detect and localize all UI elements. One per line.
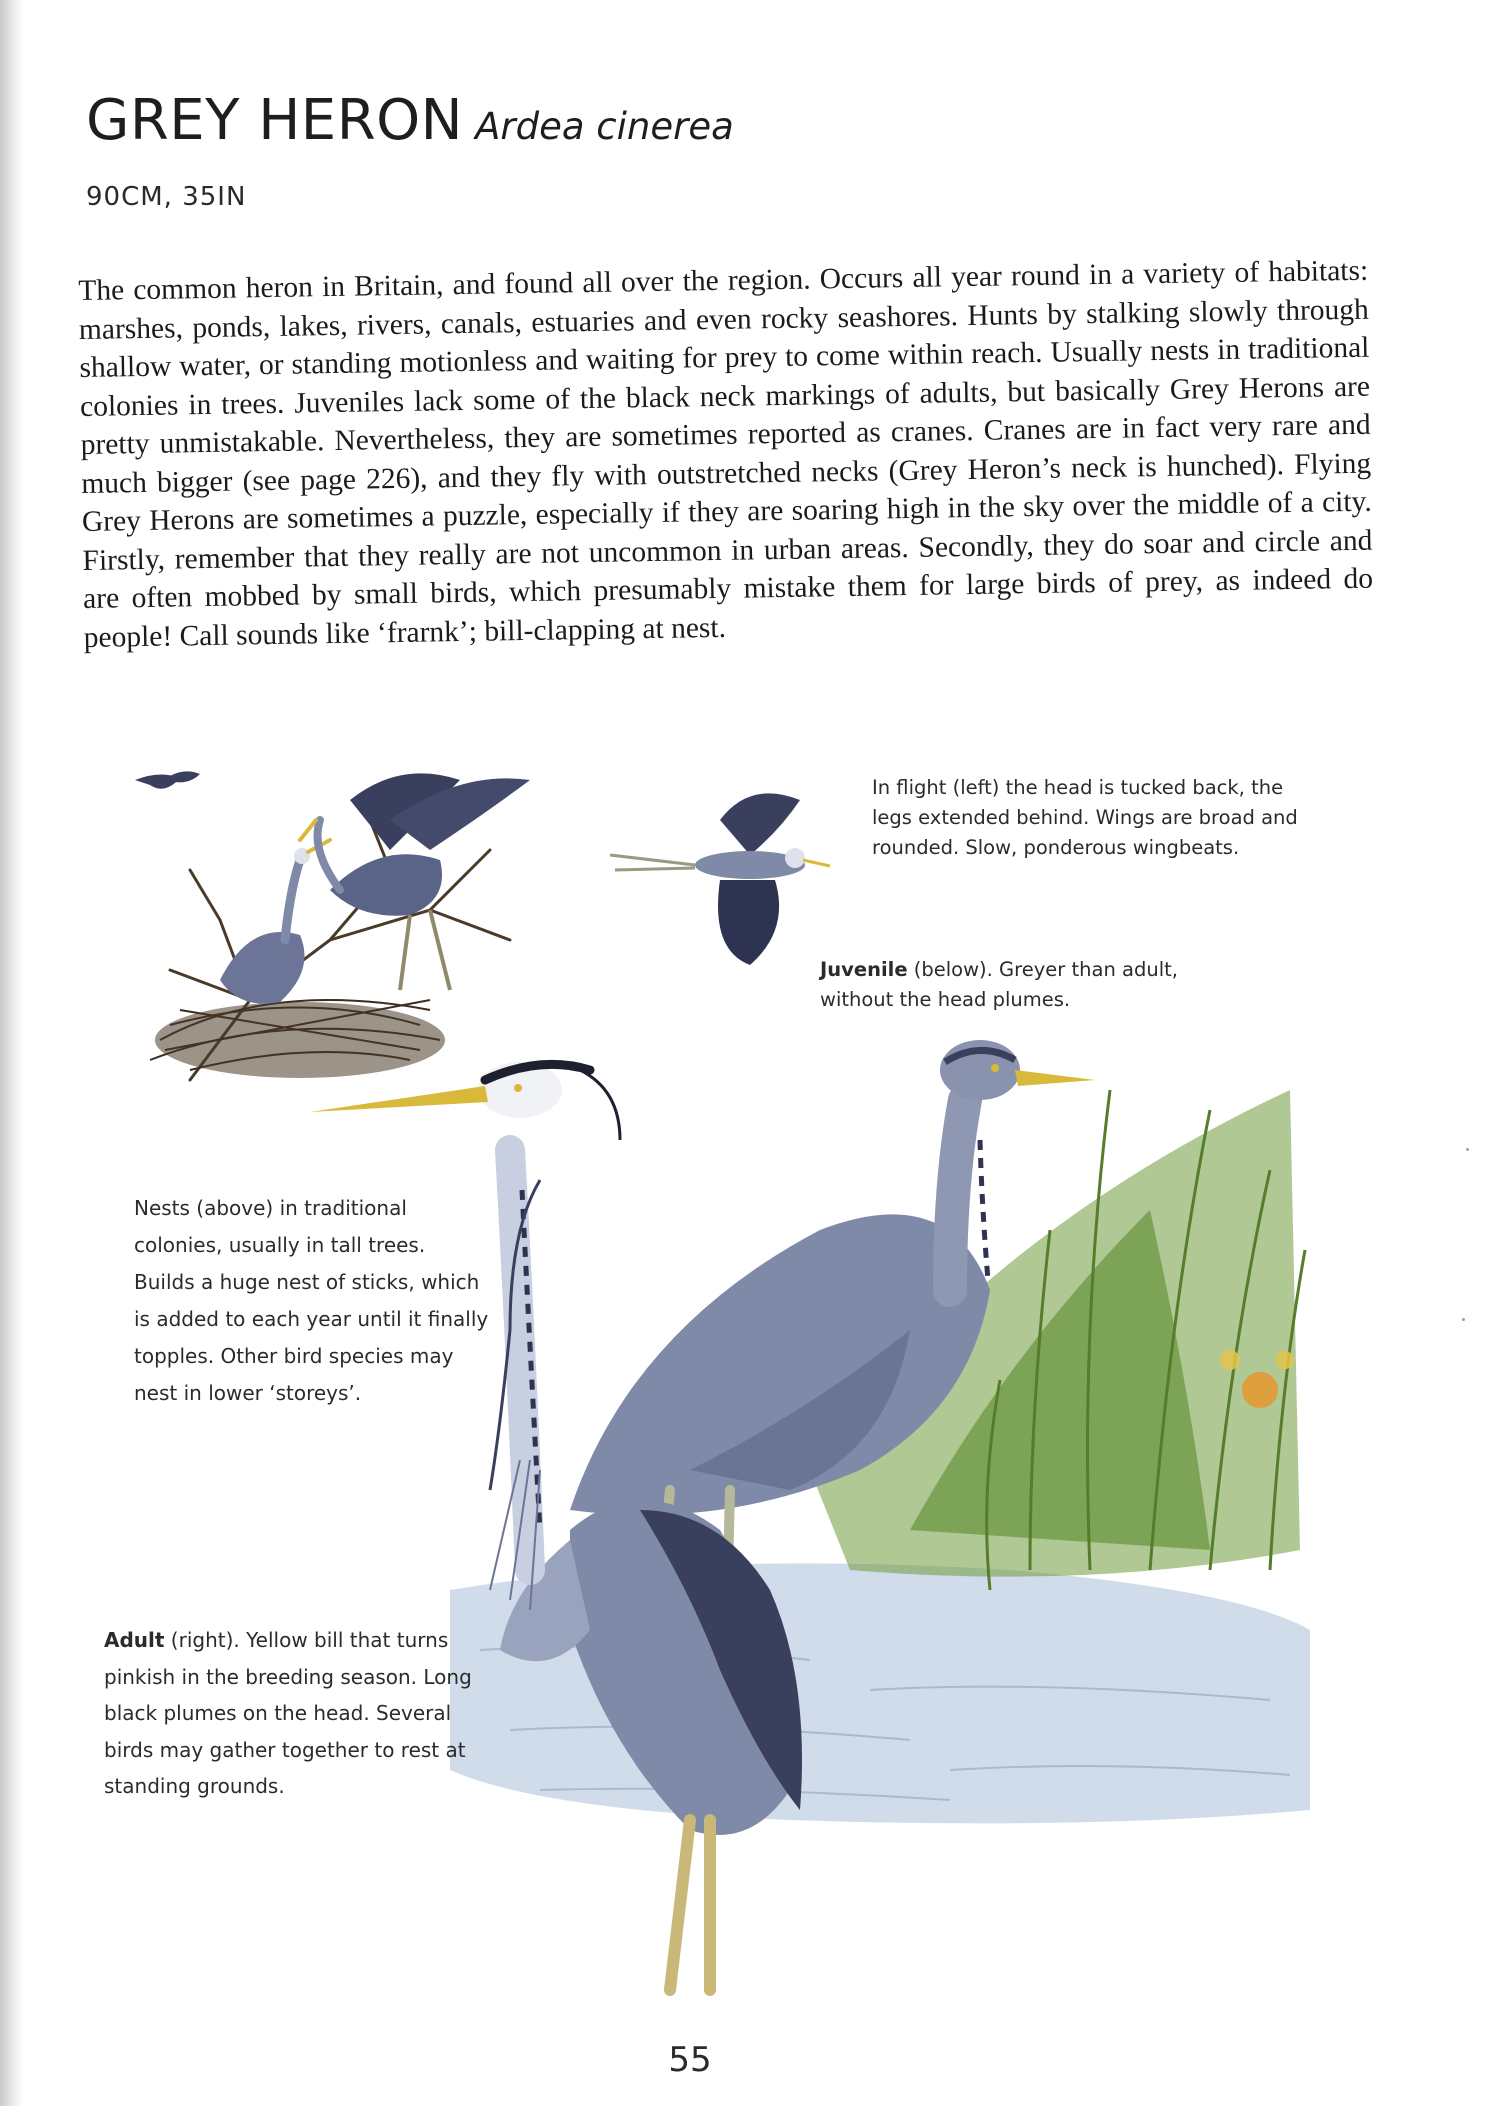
latin-name: Ardea cinerea xyxy=(475,105,734,148)
caption-flight: In flight (left) the head is tucked back, the legs extended behind. Wings are broad and rounded. Slow, ponderous wingbeats. xyxy=(872,776,1298,859)
caption-nests: Nests (above) in traditional colonies, usually in tall trees. Builds a huge nest of sticks, which is added to each year until it finally topples. Other bird species may nest in lower ‘storeys’. xyxy=(134,1196,489,1405)
flying-heron-illustration xyxy=(600,780,860,970)
upper-wing xyxy=(720,793,800,855)
common-name: GREY HERON xyxy=(86,88,464,153)
flying-heron-head xyxy=(785,848,805,868)
caption-juvenile-lead: Juvenile xyxy=(820,958,908,981)
flying-heron-legs xyxy=(610,855,695,870)
page-number: 55 xyxy=(668,2040,712,2080)
distant-flying-heron xyxy=(135,771,200,788)
size-measurement: 90CM, 35IN xyxy=(86,182,247,212)
flying-heron-bill xyxy=(803,860,830,866)
caption-juvenile-text: (below). Greyer than adult, without the head plumes. xyxy=(820,958,1178,1011)
adult-and-juvenile-heron-illustration xyxy=(390,1030,1310,2030)
page-gutter-shadow xyxy=(0,0,24,2106)
heron-sitting-on-nest xyxy=(220,840,330,1004)
speck xyxy=(1462,1318,1465,1321)
caption-juvenile xyxy=(820,955,1210,1015)
caption-adult-text: (right). Yellow bill that turns pinkish in the breeding season. Long black plumes on the head. Several birds may gather together to rest at standing grounds. xyxy=(104,1628,472,1798)
heron-landing-on-nest xyxy=(300,773,530,990)
species-description: The common heron in Britain, and found all over the region. Occurs all year round in a variety of habitats: marshes, ponds, lakes, rivers, canals, estuaries and even rocky seashores. Hunts by stalking slowly through shallow water, or standing motionless and waiting for prey to come within reach. Usually nests in traditional colonies in trees. Juveniles lack some of the black neck markings of adults, but basically Grey Herons are pretty unmistakable. Nevertheless, they are sometimes reported as cranes. Cranes are in fact very rare and much bigger (see page 226), and they fly with outstretched necks (Grey Heron’s neck is hunched). Flying Grey Herons are sometimes a puzzle, especially if they are soaring high in the sky over the middle of a city. Firstly, remember that they really are not uncommon in urban areas. Secondly, they do soar and circle and are often mobbed by small birds, which presumably mistake them for large birds of prey, as indeed do people! Call sounds like ‘frarnk’; bill-clapping at nest. xyxy=(78,254,1374,654)
caption-adult xyxy=(104,1622,484,1805)
speck xyxy=(1466,1148,1469,1151)
species-title xyxy=(86,88,734,153)
caption-adult-lead: Adult xyxy=(104,1628,165,1652)
lower-wing xyxy=(718,880,779,965)
